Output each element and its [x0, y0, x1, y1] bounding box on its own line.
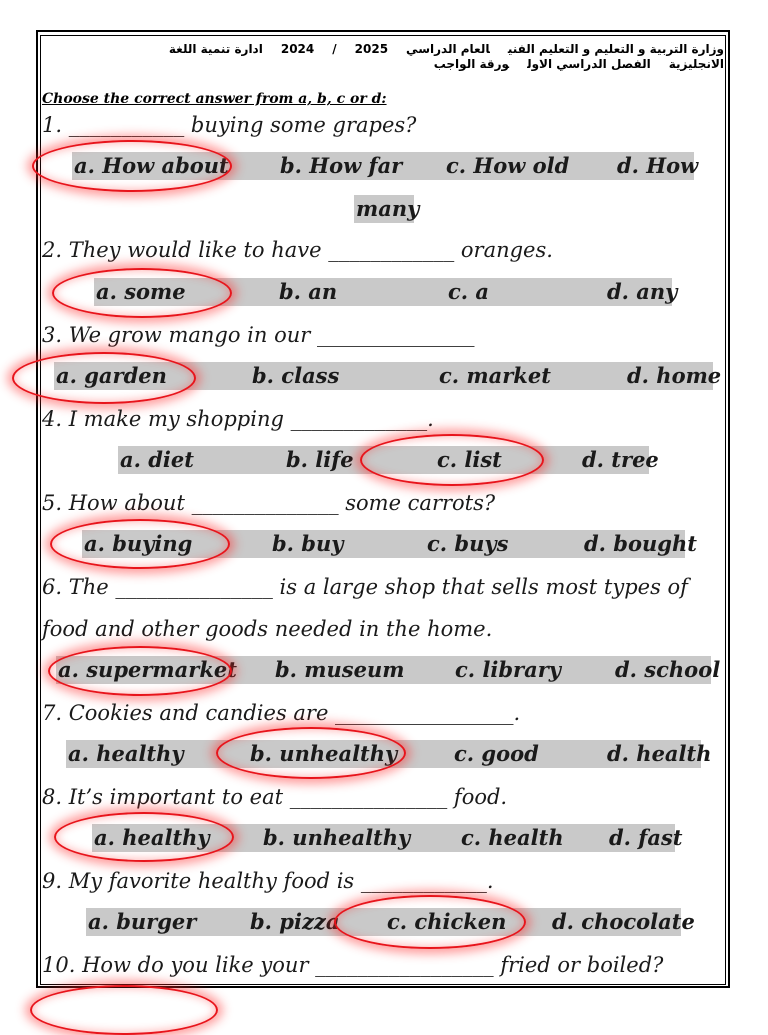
- option-8a[interactable]: a. healthy: [94, 825, 210, 850]
- option-5d[interactable]: d. bought: [584, 531, 697, 556]
- question-9: 9. My favorite healthy food is ____________.: [42, 869, 494, 893]
- answer-circle-5: [50, 519, 230, 569]
- term-label: الفصل الدراسي الاول: [527, 57, 651, 71]
- option-5c[interactable]: c. buys: [427, 531, 509, 556]
- answer-circle-9: [334, 895, 526, 949]
- option-5a[interactable]: a. buying: [84, 531, 193, 556]
- question-2: 2. They would like to have ____________ oranges.: [42, 238, 553, 262]
- question-10: 10. How do you like your _________________ fried or boiled?: [42, 953, 664, 977]
- option-9c[interactable]: c. chicken: [387, 909, 507, 934]
- answer-circle-6: [48, 646, 232, 696]
- option-8d[interactable]: d. fast: [609, 825, 683, 850]
- question-3: 3. We grow mango in our _______________: [42, 323, 475, 347]
- option-6c[interactable]: c. library: [455, 657, 561, 682]
- answer-circle-7: [216, 727, 406, 779]
- question-8: 8. It’s important to eat _______________ food.: [42, 785, 508, 809]
- option-2a[interactable]: a. some: [96, 279, 186, 304]
- option-6a[interactable]: a. supermarket: [58, 657, 237, 682]
- option-5b[interactable]: b. buy: [272, 531, 344, 556]
- answer-circle-1: [32, 140, 232, 192]
- option-1d[interactable]: d. How: [617, 153, 699, 178]
- option-2d[interactable]: d. any: [607, 279, 678, 304]
- question-6: 6. The _______________ is a large shop that sells most types of: [42, 575, 688, 599]
- answer-circle-8: [54, 812, 234, 862]
- option-3c[interactable]: c. market: [439, 363, 551, 388]
- option-4c[interactable]: c. list: [437, 447, 502, 472]
- option-7b[interactable]: b. unhealthy: [250, 741, 398, 766]
- header-line-2: [416, 57, 724, 71]
- option-3b[interactable]: b. class: [252, 363, 340, 388]
- option-9a[interactable]: a. burger: [88, 909, 197, 934]
- option-4a[interactable]: a. diet: [120, 447, 194, 472]
- option-4d[interactable]: d. tree: [582, 447, 659, 472]
- option-6b[interactable]: b. museum: [275, 657, 405, 682]
- school-year-start: 2024: [280, 42, 315, 56]
- worksheet-label: ورقة الواجب: [433, 57, 510, 71]
- option-8c[interactable]: c. health: [461, 825, 564, 850]
- option-3a[interactable]: a. garden: [56, 363, 167, 388]
- answer-circle-10: [30, 985, 218, 1035]
- department-name: ادارة تنمية اللغة: [168, 42, 263, 56]
- year-separator: /: [332, 42, 337, 56]
- answer-circle-4: [360, 434, 544, 486]
- answer-circle-2: [52, 268, 232, 318]
- question-4: 4. I make my shopping _____________.: [42, 407, 434, 431]
- option-1c[interactable]: c. How old: [446, 153, 570, 178]
- department-name-cont: الانجليزية: [668, 57, 724, 71]
- option-9b[interactable]: b. pizza: [250, 909, 340, 934]
- question-1: 1. ___________ buying some grapes?: [42, 113, 417, 137]
- option-1a[interactable]: a. How about: [74, 153, 229, 178]
- option-1b[interactable]: b. How far: [280, 153, 403, 178]
- question-6-continued: food and other goods needed in the home.: [42, 617, 493, 641]
- question-7: 7. Cookies and candies are _________________.: [42, 701, 521, 725]
- question-5: 5. How about ______________ some carrots?: [42, 491, 496, 515]
- answer-circle-3: [12, 352, 196, 404]
- ministry-name: وزارة التربية و التعليم و التعليم الفني: [507, 42, 724, 56]
- option-8b[interactable]: b. unhealthy: [263, 825, 411, 850]
- option-2c[interactable]: c. a: [448, 279, 490, 304]
- option-7a[interactable]: a. healthy: [68, 741, 184, 766]
- school-year-end: 2025: [354, 42, 389, 56]
- instructions: Choose the correct answer from a, b, c or d:: [42, 91, 387, 107]
- option-9d[interactable]: d. chocolate: [552, 909, 695, 934]
- option-3d[interactable]: d. home: [627, 363, 722, 388]
- option-6d[interactable]: d. school: [615, 657, 721, 682]
- option-2b[interactable]: b. an: [279, 279, 338, 304]
- option-4b[interactable]: b. life: [286, 447, 354, 472]
- option-1d-continued[interactable]: many: [356, 196, 420, 221]
- option-7c[interactable]: c. good: [454, 741, 539, 766]
- school-year-label: العام الدراسي: [406, 42, 490, 56]
- header-line-1: [151, 42, 724, 56]
- option-7d[interactable]: d. health: [607, 741, 712, 766]
